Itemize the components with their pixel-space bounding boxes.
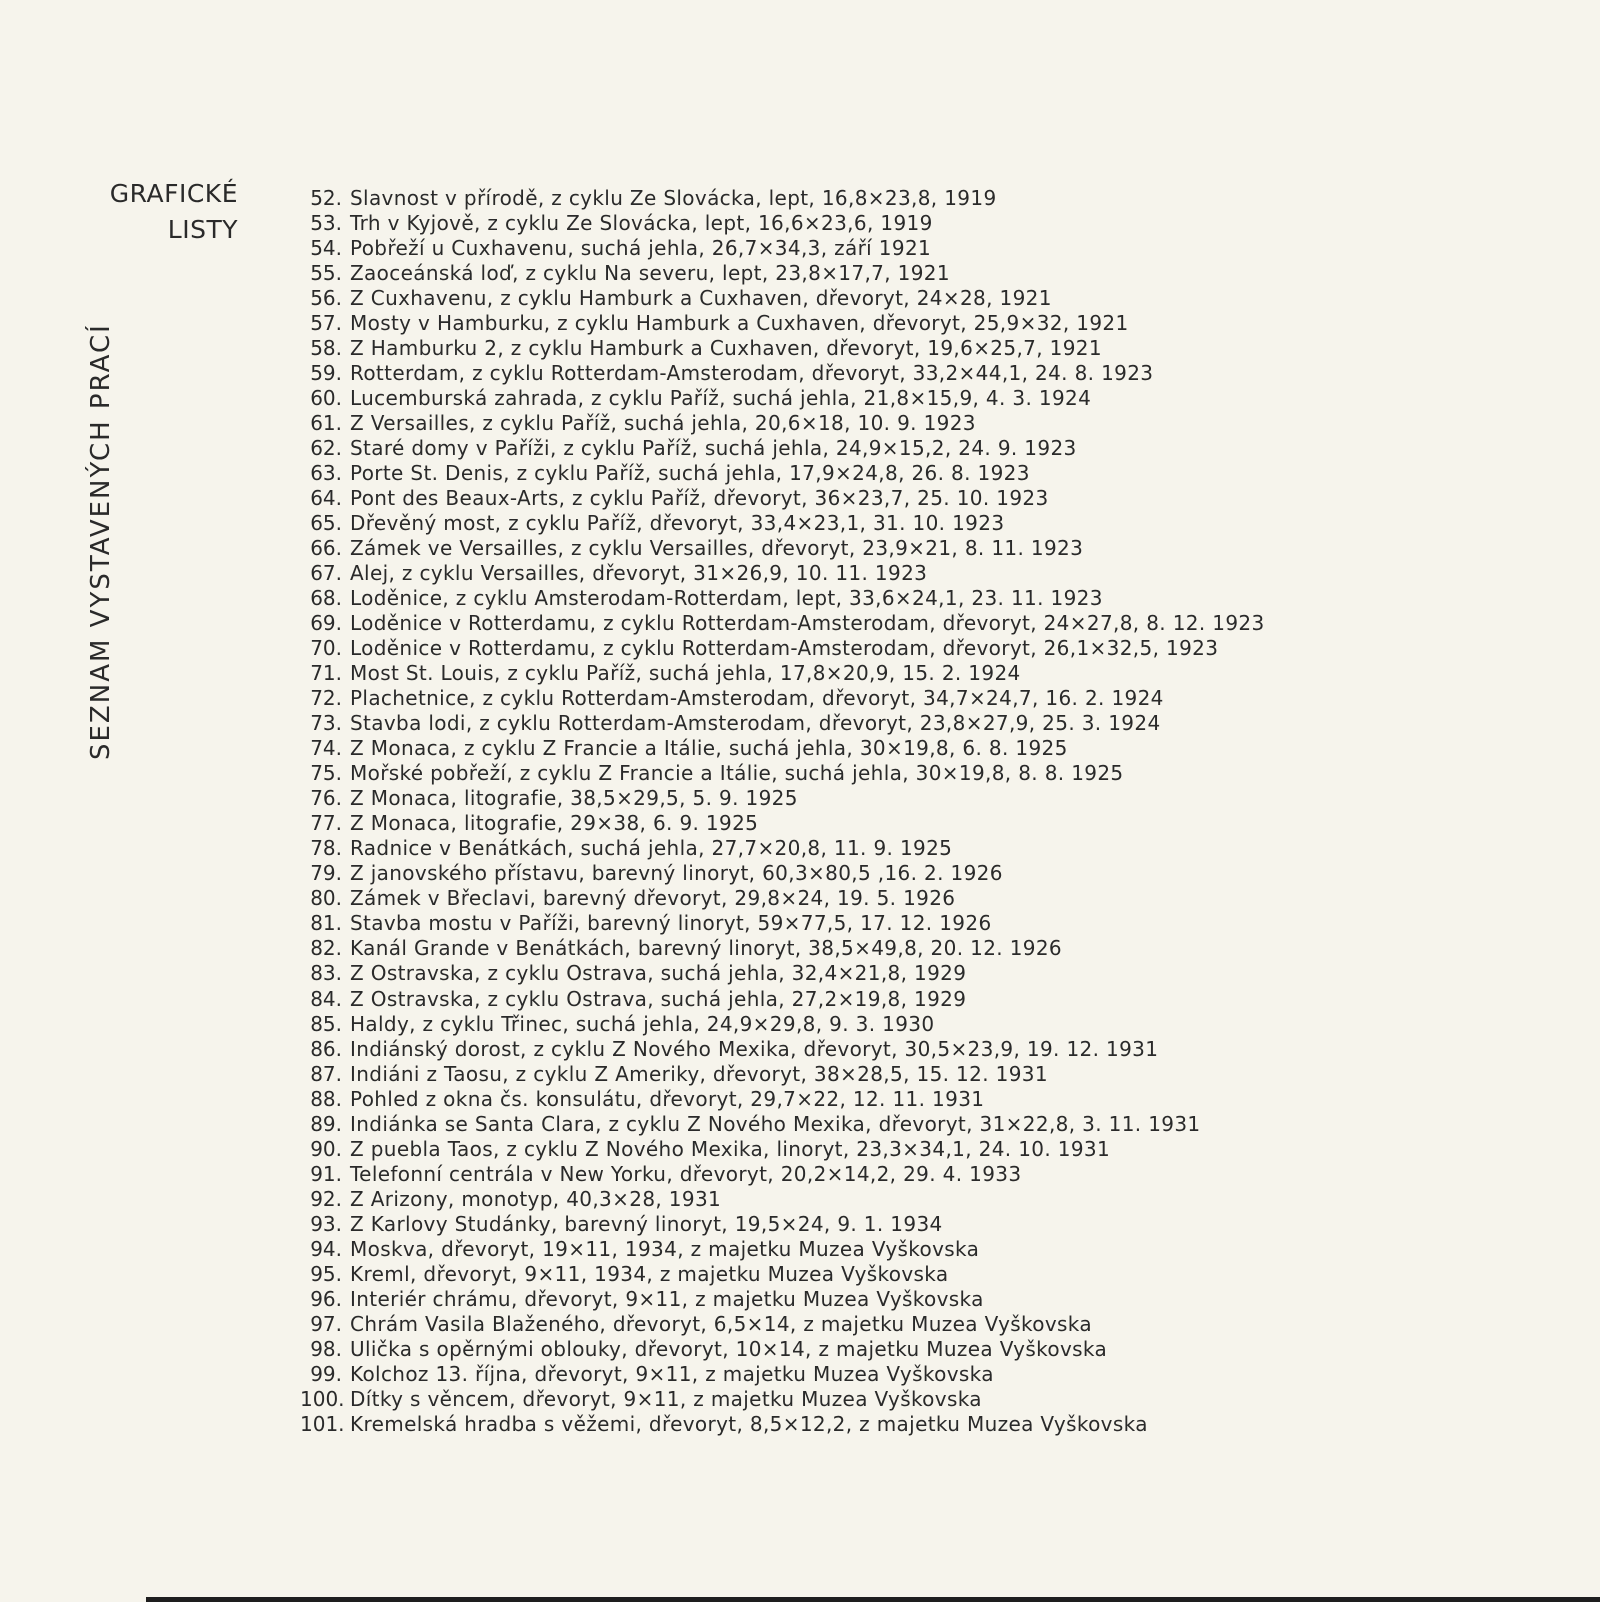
- item-number: 75.: [310, 761, 342, 786]
- item-description: Pobřeží u Cuxhavenu, suchá jehla, 26,7×34,3, září 1921: [350, 236, 932, 261]
- list-item: [300, 1337, 1340, 1362]
- item-number: 97.: [310, 1311, 342, 1336]
- item-number: 96.: [310, 1286, 342, 1311]
- list-item: [300, 811, 1340, 836]
- item-description: Lucemburská zahrada, z cyklu Paříž, suchá jehla, 21,8×15,9, 4. 3. 1924: [350, 386, 1092, 411]
- list-item: [300, 486, 1340, 511]
- item-description: Most St. Louis, z cyklu Paříž, suchá jehla, 17,8×20,9, 15. 2. 1924: [350, 661, 1021, 686]
- item-number: 92.: [310, 1186, 342, 1211]
- item-description: Zámek ve Versailles, z cyklu Versailles, dřevoryt, 23,9×21, 8. 11. 1923: [350, 536, 1084, 561]
- item-description: Z Karlovy Studánky, barevný linoryt, 19,5×24, 9. 1. 1934: [350, 1211, 943, 1236]
- item-number: 99.: [310, 1361, 342, 1386]
- item-number: 57.: [310, 311, 342, 336]
- item-number: 81.: [310, 911, 342, 936]
- list-item: [300, 586, 1340, 611]
- item-description: Loděnice v Rotterdamu, z cyklu Rotterdam-Amsterodam, dřevoryt, 26,1×32,5, 1923: [350, 636, 1219, 661]
- item-description: Zámek v Břeclavi, barevný dřevoryt, 29,8×24, 19. 5. 1926: [350, 886, 956, 911]
- list-item: [300, 1087, 1340, 1112]
- item-number: 61.: [310, 411, 342, 436]
- list-item: [300, 611, 1340, 636]
- works-list: [300, 186, 1340, 1437]
- item-description: Z Ostravska, z cyklu Ostrava, suchá jehla, 27,2×19,8, 1929: [350, 986, 967, 1011]
- item-description: Z Versailles, z cyklu Paříž, suchá jehla, 20,6×18, 10. 9. 1923: [350, 411, 976, 436]
- list-item: [300, 1187, 1340, 1212]
- item-number: 85.: [310, 1011, 342, 1036]
- item-number: 67.: [310, 561, 342, 586]
- list-item: [300, 436, 1340, 461]
- vertical-list-title: SEZNAM VYSTAVENÝCH PRACÍ: [86, 323, 116, 760]
- item-number: 95.: [310, 1261, 342, 1286]
- list-item: [300, 911, 1340, 936]
- item-number: 58.: [310, 336, 342, 361]
- item-number: 91.: [310, 1161, 342, 1186]
- list-item: [300, 1287, 1340, 1312]
- list-item: [300, 336, 1340, 361]
- item-description: Z Monaca, litografie, 29×38, 6. 9. 1925: [350, 811, 759, 836]
- item-description: Mosty v Hamburku, z cyklu Hamburk a Cuxhaven, dřevoryt, 25,9×32, 1921: [350, 311, 1129, 336]
- item-description: Staré domy v Paříži, z cyklu Paříž, suchá jehla, 24,9×15,2, 24. 9. 1923: [350, 436, 1077, 461]
- item-number: 53.: [310, 211, 342, 236]
- item-number: 68.: [310, 586, 342, 611]
- list-item: [300, 886, 1340, 911]
- item-number: 52.: [310, 186, 342, 210]
- list-item: [300, 361, 1340, 386]
- item-description: Kreml, dřevoryt, 9×11, 1934, z majetku Muzea Vyškovska: [350, 1261, 949, 1286]
- item-number: 54.: [310, 236, 342, 261]
- item-description: Dítky s věncem, dřevoryt, 9×11, z majetku Muzea Vyškovska: [350, 1386, 982, 1411]
- item-number: 88.: [310, 1086, 342, 1111]
- list-item: [300, 186, 1340, 211]
- list-item: [300, 661, 1340, 686]
- item-description: Rotterdam, z cyklu Rotterdam-Amsterodam, dřevoryt, 33,2×44,1, 24. 8. 1923: [350, 361, 1154, 386]
- list-item: [300, 1137, 1340, 1162]
- item-description: Z Arizony, monotyp, 40,3×28, 1931: [350, 1186, 722, 1211]
- item-number: 76.: [310, 786, 342, 811]
- list-item: [300, 761, 1340, 786]
- item-number: 77.: [310, 811, 342, 836]
- section-title: [92, 176, 238, 248]
- list-item: [300, 411, 1340, 436]
- list-item: [300, 461, 1340, 486]
- list-item: [300, 1412, 1340, 1437]
- item-number: 78.: [310, 836, 342, 861]
- list-item: [300, 1387, 1340, 1412]
- item-description: Mořské pobřeží, z cyklu Z Francie a Itálie, suchá jehla, 30×19,8, 8. 8. 1925: [350, 761, 1124, 786]
- item-number: 84.: [310, 986, 342, 1011]
- item-number: 101.: [300, 1411, 345, 1436]
- item-description: Stavba lodi, z cyklu Rotterdam-Amsterodam, dřevoryt, 23,8×27,9, 25. 3. 1924: [350, 711, 1161, 736]
- list-item: [300, 1312, 1340, 1337]
- list-item: [300, 511, 1340, 536]
- item-description: Moskva, dřevoryt, 19×11, 1934, z majetku Muzea Vyškovska: [350, 1236, 980, 1261]
- list-item: [300, 1262, 1340, 1287]
- item-number: 66.: [310, 536, 342, 561]
- list-item: [300, 1162, 1340, 1187]
- list-item: [300, 861, 1340, 886]
- item-description: Kremelská hradba s věžemi, dřevoryt, 8,5×12,2, z majetku Muzea Vyškovska: [350, 1411, 1148, 1436]
- item-number: 64.: [310, 486, 342, 511]
- item-description: Kanál Grande v Benátkách, barevný linoryt, 38,5×49,8, 20. 12. 1926: [350, 936, 1062, 961]
- item-number: 74.: [310, 736, 342, 761]
- item-number: 100.: [300, 1386, 345, 1411]
- item-number: 59.: [310, 361, 342, 386]
- item-description: Z Monaca, z cyklu Z Francie a Itálie, suchá jehla, 30×19,8, 6. 8. 1925: [350, 736, 1068, 761]
- item-description: Kolchoz 13. října, dřevoryt, 9×11, z majetku Muzea Vyškovska: [350, 1361, 994, 1386]
- list-item: [300, 286, 1340, 311]
- item-description: Plachetnice, z cyklu Rotterdam-Amsterodam, dřevoryt, 34,7×24,7, 16. 2. 1924: [350, 686, 1164, 711]
- item-description: Porte St. Denis, z cyklu Paříž, suchá jehla, 17,9×24,8, 26. 8. 1923: [350, 461, 1030, 486]
- item-description: Z janovského přístavu, barevný linoryt, 60,3×80,5 ,16. 2. 1926: [350, 861, 1003, 886]
- item-description: Stavba mostu v Paříži, barevný linoryt, 59×77,5, 17. 12. 1926: [350, 911, 992, 936]
- item-number: 94.: [310, 1236, 342, 1261]
- item-number: 80.: [310, 886, 342, 911]
- list-item: [300, 1237, 1340, 1262]
- list-item: [300, 1112, 1340, 1137]
- list-item: [300, 236, 1340, 261]
- list-item: [300, 561, 1340, 586]
- item-number: 55.: [310, 261, 342, 286]
- item-number: 62.: [310, 436, 342, 461]
- list-item: [300, 311, 1340, 336]
- item-description: Alej, z cyklu Versailles, dřevoryt, 31×26,9, 10. 11. 1923: [350, 561, 928, 586]
- item-description: Z Ostravska, z cyklu Ostrava, suchá jehla, 32,4×21,8, 1929: [350, 961, 967, 986]
- item-number: 89.: [310, 1111, 342, 1136]
- item-description: Zaoceánská loď, z cyklu Na severu, lept, 23,8×17,7, 1921: [350, 261, 950, 286]
- item-number: 72.: [310, 686, 342, 711]
- list-item: [300, 736, 1340, 761]
- item-description: Trh v Kyjově, z cyklu Ze Slovácka, lept, 16,6×23,6, 1919: [350, 211, 933, 236]
- item-number: 71.: [310, 661, 342, 686]
- list-item: [300, 1037, 1340, 1062]
- item-description: Z puebla Taos, z cyklu Z Nového Mexika, linoryt, 23,3×34,1, 24. 10. 1931: [350, 1136, 1111, 1161]
- item-number: 83.: [310, 961, 342, 986]
- list-item: [300, 836, 1340, 861]
- item-description: Z Hamburku 2, z cyklu Hamburk a Cuxhaven, dřevoryt, 19,6×25,7, 1921: [350, 336, 1102, 361]
- list-item: [300, 961, 1340, 986]
- item-number: 69.: [310, 611, 342, 636]
- item-number: 87.: [310, 1061, 342, 1086]
- item-description: Z Monaca, litografie, 38,5×29,5, 5. 9. 1925: [350, 786, 798, 811]
- list-item: [300, 1012, 1340, 1037]
- list-item: [300, 211, 1340, 236]
- item-description: Loděnice, z cyklu Amsterodam-Rotterdam, lept, 33,6×24,1, 23. 11. 1923: [350, 586, 1103, 611]
- list-item: [300, 711, 1340, 736]
- item-description: Haldy, z cyklu Třinec, suchá jehla, 24,9×29,8, 9. 3. 1930: [350, 1011, 935, 1036]
- item-description: Pohled z okna čs. konsulátu, dřevoryt, 29,7×22, 12. 11. 1931: [350, 1086, 985, 1111]
- list-item: [300, 261, 1340, 286]
- item-description: Loděnice v Rotterdamu, z cyklu Rotterdam-Amsterodam, dřevoryt, 24×27,8, 8. 12. 1923: [350, 611, 1265, 636]
- list-item: [300, 936, 1340, 961]
- item-number: 86.: [310, 1036, 342, 1061]
- item-description: Ulička s opěrnými oblouky, dřevoryt, 10×14, z majetku Muzea Vyškovska: [350, 1336, 1108, 1361]
- item-description: Indiánský dorost, z cyklu Z Nového Mexika, dřevoryt, 30,5×23,9, 19. 12. 1931: [350, 1036, 1159, 1061]
- item-description: Radnice v Benátkách, suchá jehla, 27,7×20,8, 11. 9. 1925: [350, 836, 953, 861]
- item-number: 70.: [310, 636, 342, 661]
- item-description: Indiáni z Taosu, z cyklu Z Ameriky, dřevoryt, 38×28,5, 15. 12. 1931: [350, 1061, 1048, 1086]
- section-title-line-1: GRAFICKÉ: [109, 179, 238, 208]
- item-description: Interiér chrámu, dřevoryt, 9×11, z majetku Muzea Vyškovska: [350, 1286, 984, 1311]
- item-number: 90.: [310, 1136, 342, 1161]
- bottom-rule: [146, 1597, 1600, 1602]
- list-item: [300, 1062, 1340, 1087]
- item-number: 63.: [310, 461, 342, 486]
- item-number: 82.: [310, 936, 342, 961]
- item-number: 65.: [310, 511, 342, 536]
- list-item: [300, 786, 1340, 811]
- item-number: 93.: [310, 1211, 342, 1236]
- list-item: [300, 536, 1340, 561]
- item-number: 60.: [310, 386, 342, 411]
- item-number: 56.: [310, 286, 342, 311]
- item-number: 98.: [310, 1336, 342, 1361]
- item-description: Slavnost v přírodě, z cyklu Ze Slovácka, lept, 16,8×23,8, 1919: [350, 186, 997, 210]
- item-description: Pont des Beaux-Arts, z cyklu Paříž, dřevoryt, 36×23,7, 25. 10. 1923: [350, 486, 1049, 511]
- list-item: [300, 987, 1340, 1012]
- list-item: [300, 386, 1340, 411]
- item-number: 73.: [310, 711, 342, 736]
- item-description: Dřevěný most, z cyklu Paříž, dřevoryt, 33,4×23,1, 31. 10. 1923: [350, 511, 1005, 536]
- item-description: Chrám Vasila Blaženého, dřevoryt, 6,5×14, z majetku Muzea Vyškovska: [350, 1311, 1092, 1336]
- item-description: Telefonní centrála v New Yorku, dřevoryt, 20,2×14,2, 29. 4. 1933: [350, 1161, 1022, 1186]
- item-description: Z Cuxhavenu, z cyklu Hamburk a Cuxhaven, dřevoryt, 24×28, 1921: [350, 286, 1052, 311]
- item-description: Indiánka se Santa Clara, z cyklu Z Nového Mexika, dřevoryt, 31×22,8, 3. 11. 1931: [350, 1111, 1201, 1136]
- section-title-line-2: LISTY: [167, 215, 238, 244]
- item-number: 79.: [310, 861, 342, 886]
- list-item: [300, 686, 1340, 711]
- list-item: [300, 1362, 1340, 1387]
- list-item: [300, 1212, 1340, 1237]
- list-item: [300, 636, 1340, 661]
